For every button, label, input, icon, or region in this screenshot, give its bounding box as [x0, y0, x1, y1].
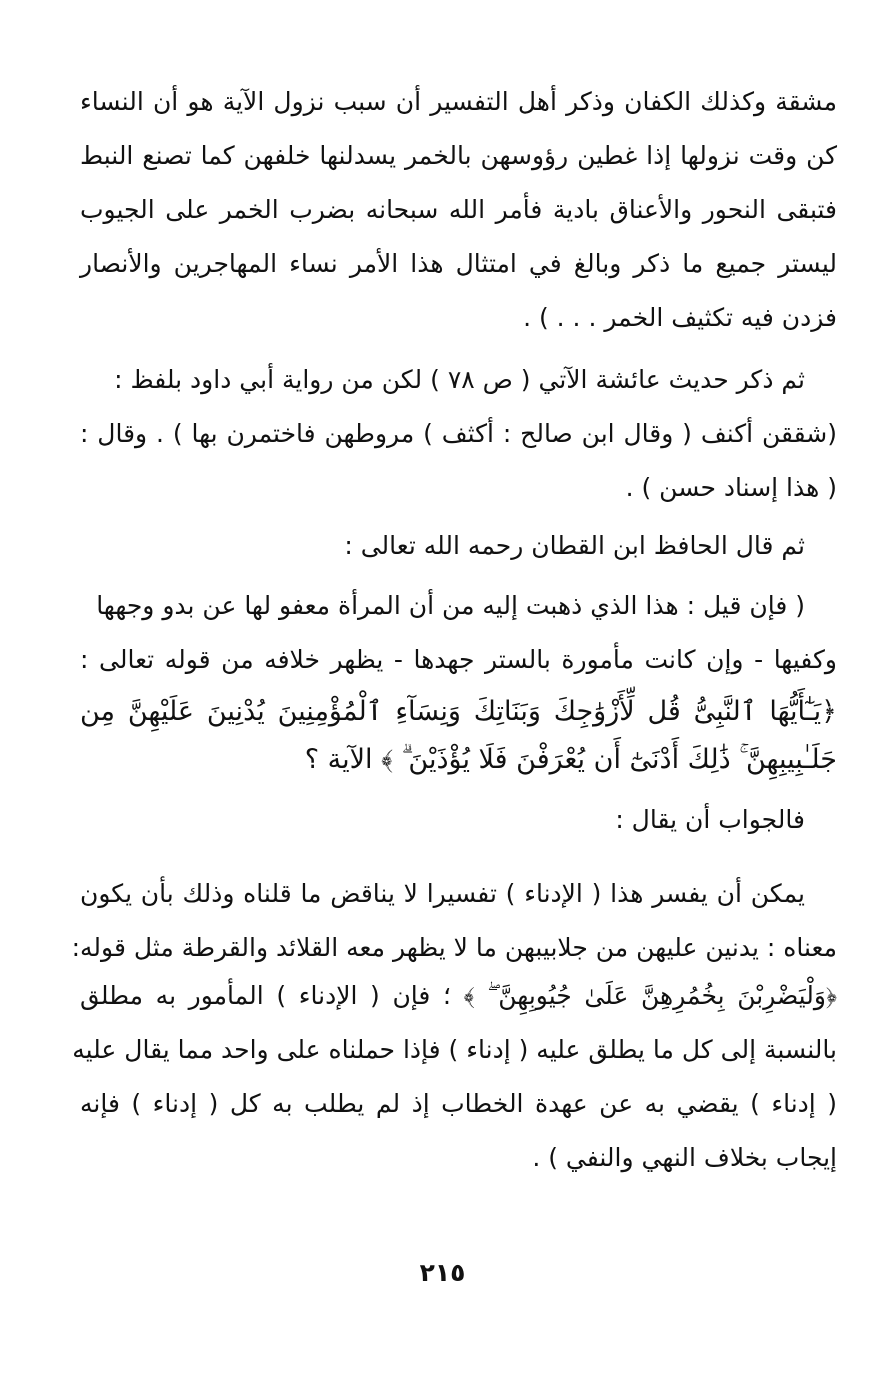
- page-number: ٢١٥: [419, 1258, 466, 1287]
- quran-verse-line: ﴿وَلْيَضْرِبْنَ بِخُمُرِهِنَّ عَلَىٰ جُيُوبِهِنَّ ۖ ﴾ ؛ فإن ( الإدناء ) المأمور به مطلق: [80, 981, 837, 1010]
- text-line: بالنسبة إلى كل ما يطلق عليه ( إدناء ) فإذا حملناه على واحد مما يقال عليه: [72, 1035, 837, 1064]
- quran-verse-line: جَلَـٰبِيبِهِنَّ ۚ ذَٰلِكَ أَدْنَىٰٓ أَن يُعْرَفْنَ فَلَا يُؤْذَيْنَ ۗ ﴾ الآية ؟: [304, 744, 837, 775]
- text-line: ( فإن قيل : هذا الذي ذهبت إليه من أن المرأة معفو لها عن بدو وجهها: [96, 591, 805, 620]
- text-line: ( إدناء ) يقضي به عن عهدة الخطاب إذ لم يطلب به كل ( إدناء ) فإنه: [80, 1089, 837, 1118]
- text-line: ثم ذكر حديث عائشة الآتي ( ص ٧٨ ) لكن من رواية أبي داود بلفظ :: [114, 365, 805, 394]
- text-line: فزدن فيه تكثيف الخمر . . . ) .: [523, 303, 837, 332]
- text-line: إيجاب بخلاف النهي والنفي ) .: [532, 1143, 837, 1172]
- text-line: يمكن أن يفسر هذا ( الإدناء ) تفسيرا لا يناقض ما قلناه وذلك بأن يكون: [80, 879, 805, 908]
- text-line: فتبقى النحور والأعناق بادية فأمر الله سبحانه بضرب الخمر على الجيوب: [80, 195, 837, 224]
- text-line: كن وقت نزولها إذا غطين رؤوسهن بالخمر يسدلنها خلفهن كما تصنع النبط: [80, 141, 837, 170]
- text-line: وكفيها - وإن كانت مأمورة بالستر جهدها - يظهر خلافه من قوله تعالى :: [80, 645, 837, 674]
- text-line: فالجواب أن يقال :: [615, 805, 805, 834]
- text-line: ليستر جميع ما ذكر وبالغ في امتثال هذا الأمر نساء المهاجرين والأنصار: [80, 249, 837, 278]
- text-line: معناه : يدنين عليهن من جلابيبهن ما لا يظهر معه القلائد والقرطة مثل قوله:: [71, 933, 837, 962]
- text-line: ( هذا إسناد حسن ) .: [625, 473, 837, 502]
- text-line: (شققن أكنف ( وقال ابن صالح : أكثف ) مروطهن فاختمرن بها ) . وقال :: [80, 419, 837, 448]
- text-line: ثم قال الحافظ ابن القطان رحمه الله تعالى :: [344, 531, 805, 560]
- text-line: مشقة وكذلك الكفان وذكر أهل التفسير أن سبب نزول الآية هو أن النساء: [80, 87, 837, 116]
- quran-verse-line: ﴿يَـٰٓأَيُّهَا ٱلنَّبِىُّ قُل لِّأَزْوَٰجِكَ وَبَنَاتِكَ وَنِسَآءِ ٱلْمُؤْمِنِينَ يُدْنِينَ عَلَيْهِنَّ مِن: [80, 696, 837, 727]
